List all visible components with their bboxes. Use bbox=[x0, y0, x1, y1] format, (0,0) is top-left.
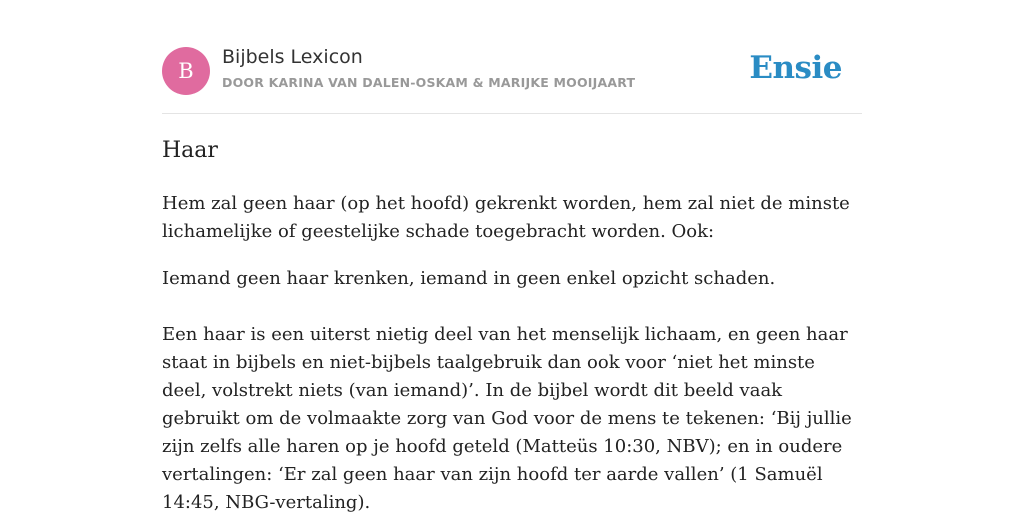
source-header bbox=[162, 0, 862, 114]
entry-paragraph-3: Een haar is een uiterst nietig deel van het menselijk lichaam, en geen haar staat in bijbels en niet-bijbels taalgebruik dan ook voor ‘niet het minste deel, volstrekt niets (van iemand)’. In de bijbel wordt dit beeld vaak gebruikt om de volmaakte zorg van God voor de mens te tekenen: ‘Bij jullie zijn zelfs alle haren op je hoofd geteld (Matteüs 10:30, NBV); en in oudere vertalingen: ‘Er zal geen haar van zijn hoofd ter aarde vallen’ (1 Samuël 14:45, NBG-vertaling). bbox=[162, 324, 852, 513]
entry-paragraph-1: Hem zal geen haar (op het hoofd) gekrenkt worden, hem zal niet de minste lichamelijke of geestelijke schade toegebracht worden. Ook: bbox=[162, 193, 850, 242]
source-title[interactable]: Bijbels Lexicon bbox=[222, 46, 363, 68]
entry-card bbox=[162, 0, 862, 513]
source-authors: DOOR KARINA VAN DALEN-OSKAM & MARIJKE MOOIJAART bbox=[222, 75, 636, 90]
ensie-logo[interactable]: Ensie bbox=[749, 50, 842, 86]
entry-paragraph-2: Iemand geen haar krenken, iemand in geen enkel opzicht schaden. bbox=[162, 268, 776, 289]
source-avatar[interactable]: B bbox=[162, 47, 210, 95]
entry-headword: Haar bbox=[162, 138, 218, 163]
